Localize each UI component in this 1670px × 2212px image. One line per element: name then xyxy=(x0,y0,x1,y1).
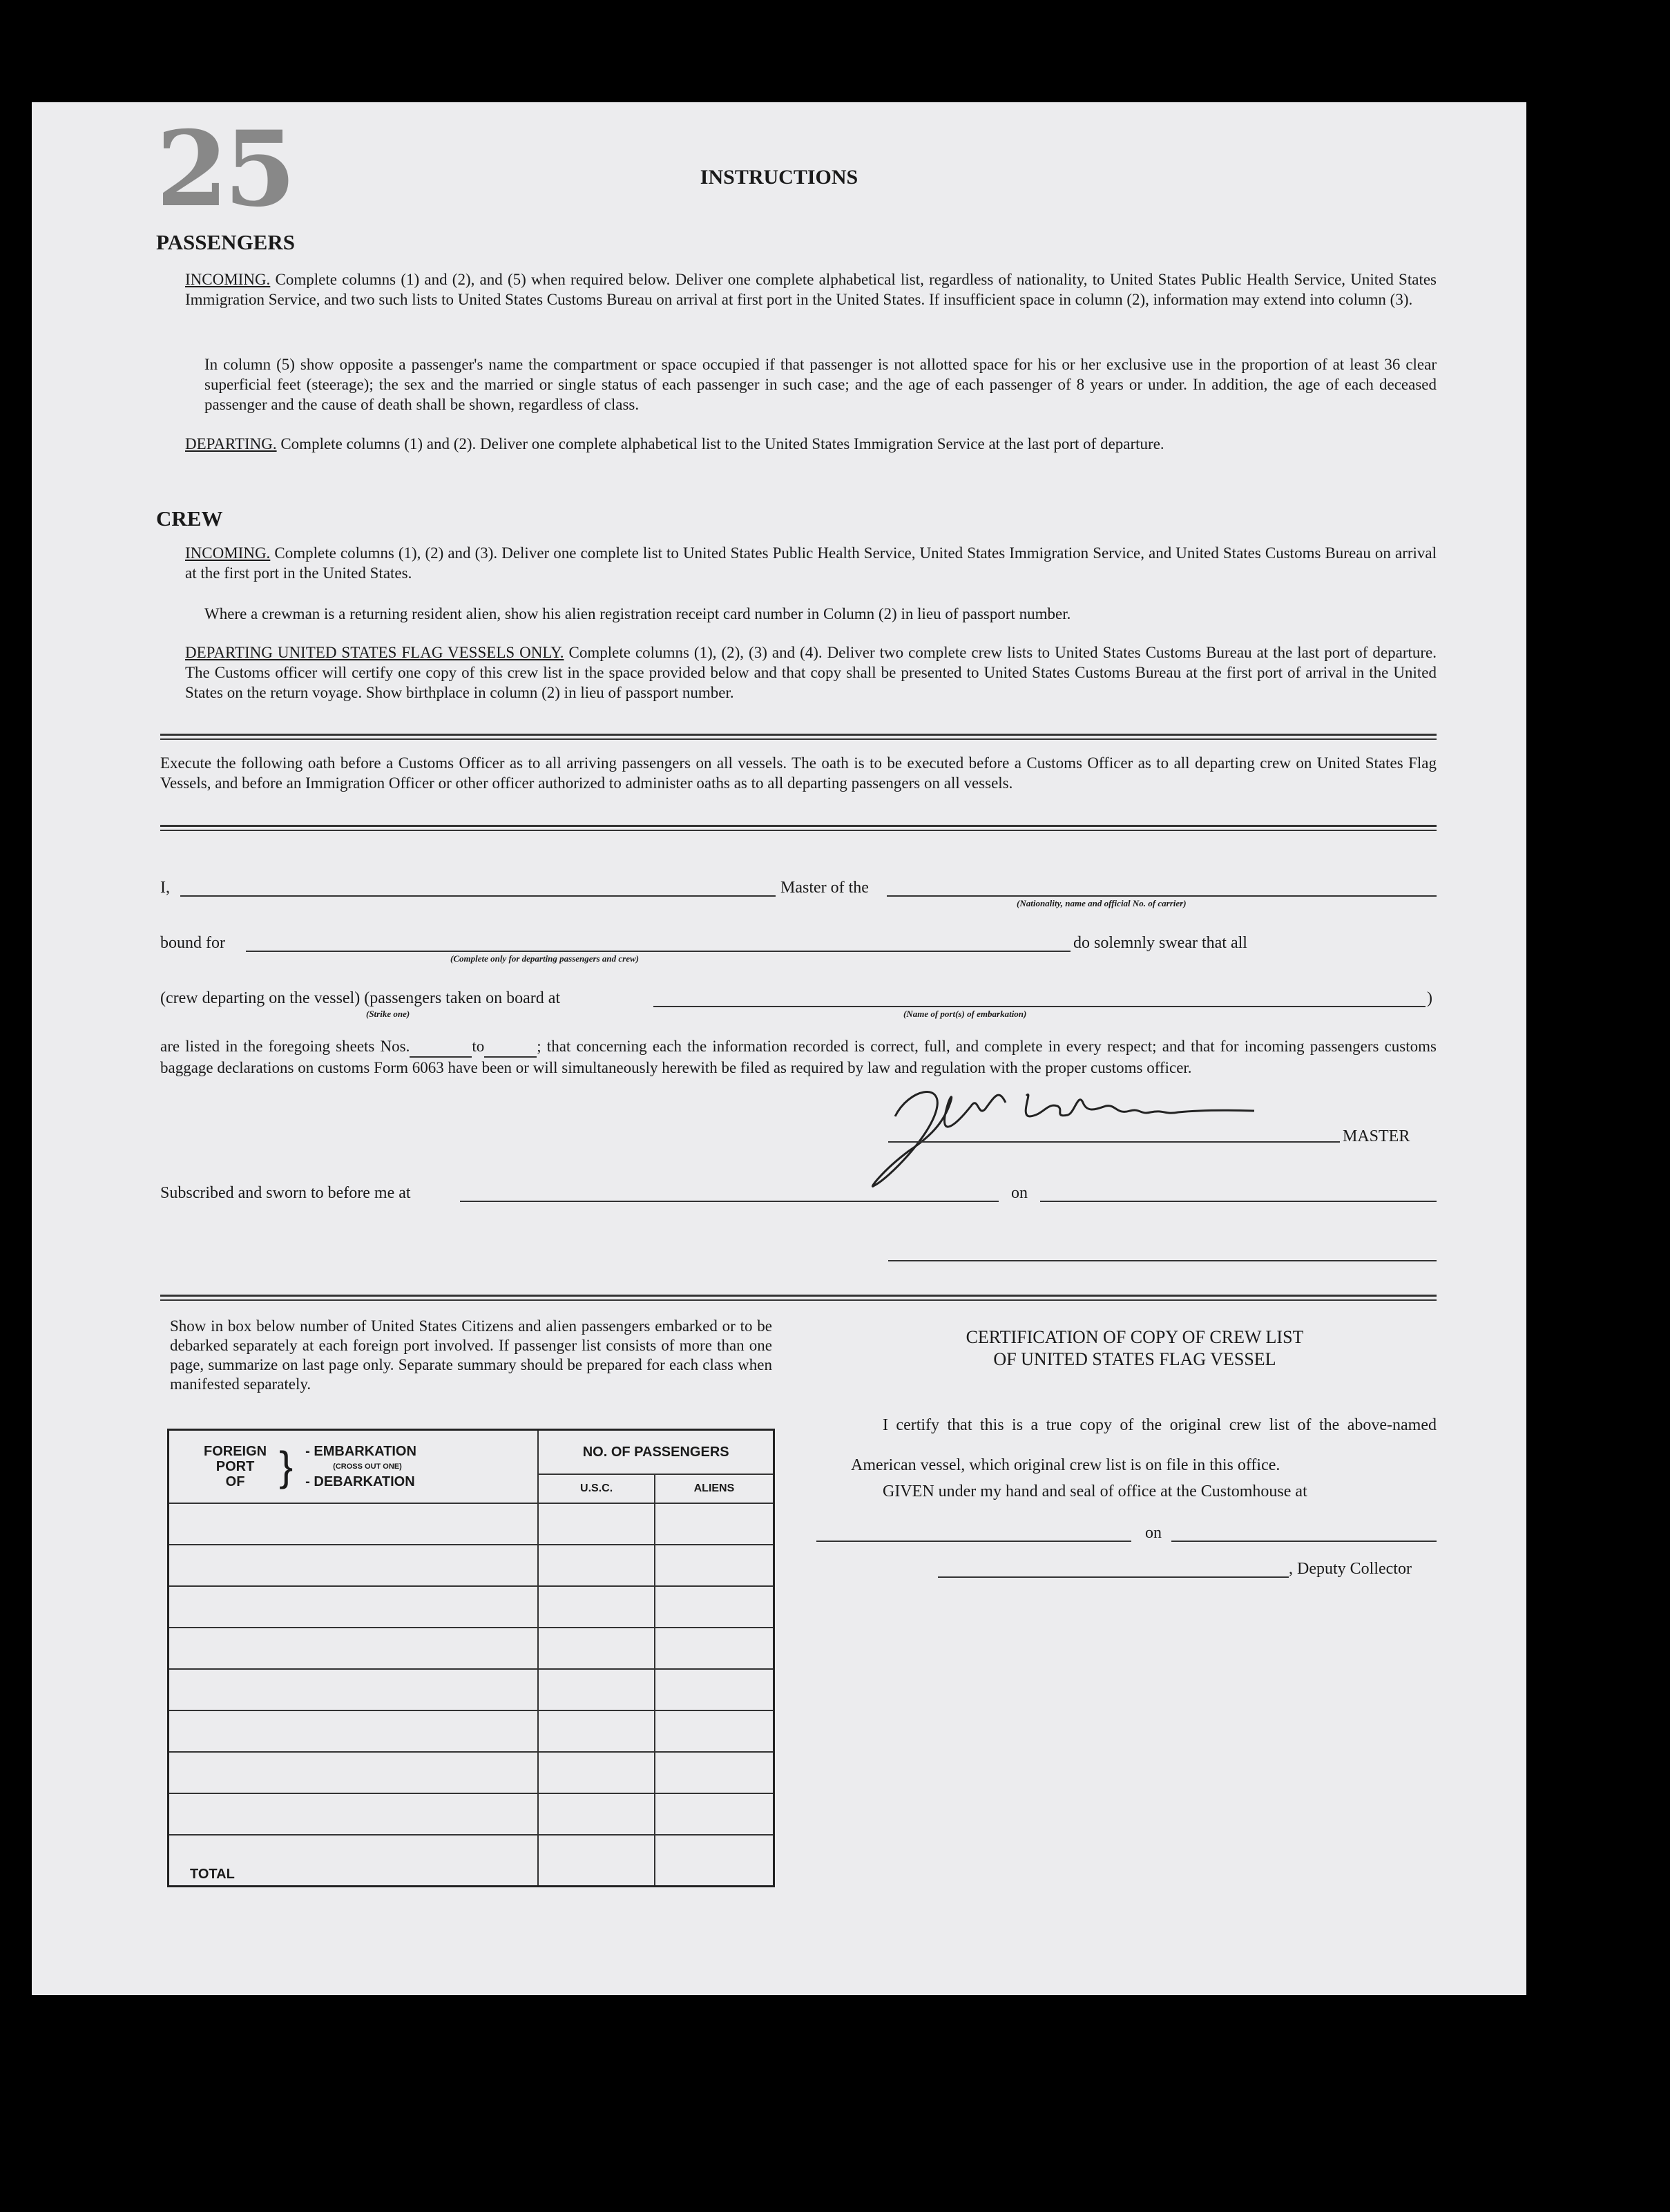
double-rule xyxy=(160,825,1437,831)
table-row[interactable] xyxy=(169,1545,774,1586)
master-signature-line xyxy=(888,1141,1340,1143)
total-label: TOTAL xyxy=(169,1835,539,1887)
given-under-hand: GIVEN under my hand and seal of office at the Customhouse at xyxy=(883,1482,1307,1500)
listed-to: to xyxy=(472,1038,485,1055)
table-row-total[interactable] xyxy=(169,1835,774,1887)
sheet-to-field[interactable] xyxy=(484,1036,537,1058)
cert-on: on xyxy=(1145,1524,1162,1542)
cert-heading-line1: CERTIFICATION OF COPY OF CREW LIST xyxy=(966,1327,1304,1347)
certification-body xyxy=(851,1405,1437,1485)
crew-alien-note: Where a crewman is a returning resident alien, show his alien registration receipt card number in Column (2) in lieu of passport number. xyxy=(204,605,1071,622)
officer-signature-field[interactable] xyxy=(888,1260,1437,1261)
passengers-column5-note: In column (5) show opposite a passenger's name the compartment or space occupied if that passenger is not allotted space for his or her exclusive use in the proportion of at least 36 clear superficial feet (steerage); the sex and the married or single status of each passenger in such case; and the age of each passenger of 8 years or under. In addition, the age of each deceased passenger and the cause of death shall be shown, regardless of class. xyxy=(204,356,1437,413)
customhouse-field[interactable] xyxy=(816,1541,1131,1542)
table-row[interactable] xyxy=(169,1586,774,1628)
incoming-text: Complete columns (1) and (2), and (5) when required below. Deliver one complete alphabetical list, regardless of nationality, to United States Public Health Service, United States Immigration Service, and two such lists to United States Customs Bureau on arrival at first port in the United States. If insufficient space in column (2), information may extend into column (3). xyxy=(185,271,1437,308)
passenger-summary-table xyxy=(167,1429,775,1887)
table-row[interactable] xyxy=(169,1503,774,1545)
departing-text: Complete columns (1) and (2). Deliver one complete alphabetical list to the United States Immigration Service at the last port of departure. xyxy=(280,435,1164,452)
master-of-the: Master of the xyxy=(780,879,869,897)
certification-heading xyxy=(833,1326,1437,1371)
sworn-on: on xyxy=(1011,1184,1028,1202)
deputy-collector: , Deputy Collector xyxy=(1289,1560,1412,1578)
crew-departing-text: Complete columns (1), (2), (3) and (4). Deliver two complete crew lists to United States Customs Bureau at the last port of departure. The Customs officer will certify one copy of this crew list in the space provided below and that copy shall be presented to United States Customs Bureau at the first port of arrival in the United States on the return voyage. Show birthplace in column (2) in lieu of passport number. xyxy=(185,644,1437,701)
foreign-label: FOREIGN xyxy=(204,1444,267,1459)
master-signature xyxy=(867,1075,1316,1192)
cert-body-text: I certify that this is a true copy of the original crew list of the above-named American vessel, which original crew list is on file in this office. xyxy=(851,1416,1437,1474)
crew-incoming-label: INCOMING. xyxy=(185,544,271,562)
master-name-field[interactable] xyxy=(180,895,776,897)
listed-text-a: are listed in the foregoing sheets Nos. xyxy=(160,1038,410,1055)
form-page xyxy=(32,102,1526,1995)
cert-date-field[interactable] xyxy=(1171,1541,1437,1542)
usc-header: U.S.C. xyxy=(538,1474,655,1503)
crew-departing xyxy=(185,642,1437,703)
double-rule xyxy=(160,1295,1437,1301)
section-heading-crew: CREW xyxy=(156,506,223,531)
solemnly-swear: do solemnly swear that all xyxy=(1073,934,1247,952)
sheet-from-field[interactable] xyxy=(410,1036,472,1058)
no-passengers-header: NO. OF PASSENGERS xyxy=(538,1430,774,1475)
passengers-departing xyxy=(185,434,1437,454)
crew-departing-label: DEPARTING UNITED STATES FLAG VESSELS ONLY. xyxy=(185,644,564,661)
page-title: INSTRUCTIONS xyxy=(700,166,858,189)
port-header xyxy=(169,1430,539,1504)
table-row[interactable] xyxy=(169,1710,774,1752)
cross-out-note: (CROSS OUT ONE) xyxy=(333,1462,402,1471)
bound-for-caption: (Complete only for departing passengers and crew) xyxy=(450,953,639,964)
strike-one-caption: (Strike one) xyxy=(366,1009,410,1019)
aliens-header: ALIENS xyxy=(655,1474,774,1503)
incoming-label: INCOMING. xyxy=(185,271,271,288)
embarkation-label: - EMBARKATION xyxy=(305,1444,416,1459)
listed-sheets xyxy=(160,1036,1437,1078)
sworn-date-field[interactable] xyxy=(1040,1201,1437,1202)
bound-for-field[interactable] xyxy=(246,951,1071,952)
master-label: MASTER xyxy=(1343,1127,1410,1145)
table-row[interactable] xyxy=(169,1669,774,1710)
departing-label: DEPARTING. xyxy=(185,435,277,452)
listed-text-b: ; that concerning each the information recorded is correct, full, and complete in every respect; and that for incoming passengers customs baggage declarations on customs Form 6063 have been or will simultaneously herewith be filed as required by law and regulation with the proper customs officer. xyxy=(160,1038,1437,1076)
carrier-field[interactable] xyxy=(887,895,1437,897)
summary-instructions: Show in box below number of United States Citizens and alien passengers embarked or to be debarked separately at each foreign port involved. If passenger list consists of more than one page, summarize on last page only. Separate summary should be prepared for each class when manifested separately. xyxy=(170,1317,772,1393)
passengers-incoming xyxy=(185,269,1437,309)
bound-for: bound for xyxy=(160,934,225,952)
brace-symbol: } xyxy=(279,1443,294,1489)
of-label: OF xyxy=(225,1474,245,1489)
table-row[interactable] xyxy=(169,1793,774,1835)
double-rule xyxy=(160,734,1437,740)
crew-incoming xyxy=(185,543,1437,583)
oath-instructions: Execute the following oath before a Customs Officer as to all arriving passengers on all vessels. The oath is to be executed before a Customs Officer as to all departing crew on United States Flag Vessels, and before an Immigration Officer or other officer authorized to administer oaths as to all departing passengers on all vessels. xyxy=(160,754,1437,792)
embarkation-caption: (Name of port(s) of embarkation) xyxy=(903,1009,1027,1019)
oath-i: I, xyxy=(160,879,170,897)
crew-passengers-text: (crew departing on the vessel) (passengers taken on board at xyxy=(160,989,561,1007)
subscribed-sworn: Subscribed and sworn to before me at xyxy=(160,1184,411,1202)
table-row[interactable] xyxy=(169,1628,774,1669)
carrier-caption: (Nationality, name and official No. of carrier) xyxy=(1017,898,1187,908)
sworn-place-field[interactable] xyxy=(460,1201,999,1202)
crew-incoming-text: Complete columns (1), (2) and (3). Deliver one complete list to United States Public Health Service, United States Immigration Service, and United States Customs Bureau on arrival at the first port in the United States. xyxy=(185,544,1437,582)
closing-paren: ) xyxy=(1427,989,1432,1007)
deputy-signature-field[interactable] xyxy=(938,1576,1289,1578)
port-label: PORT xyxy=(215,1459,255,1474)
stamp-number: 25 xyxy=(156,108,292,230)
debarkation-label: - DEBARKATION xyxy=(305,1474,415,1489)
section-heading-passengers: PASSENGERS xyxy=(156,230,295,254)
embarkation-field[interactable] xyxy=(653,1006,1426,1007)
table-row[interactable] xyxy=(169,1752,774,1793)
cert-heading-line2: OF UNITED STATES FLAG VESSEL xyxy=(993,1349,1276,1369)
